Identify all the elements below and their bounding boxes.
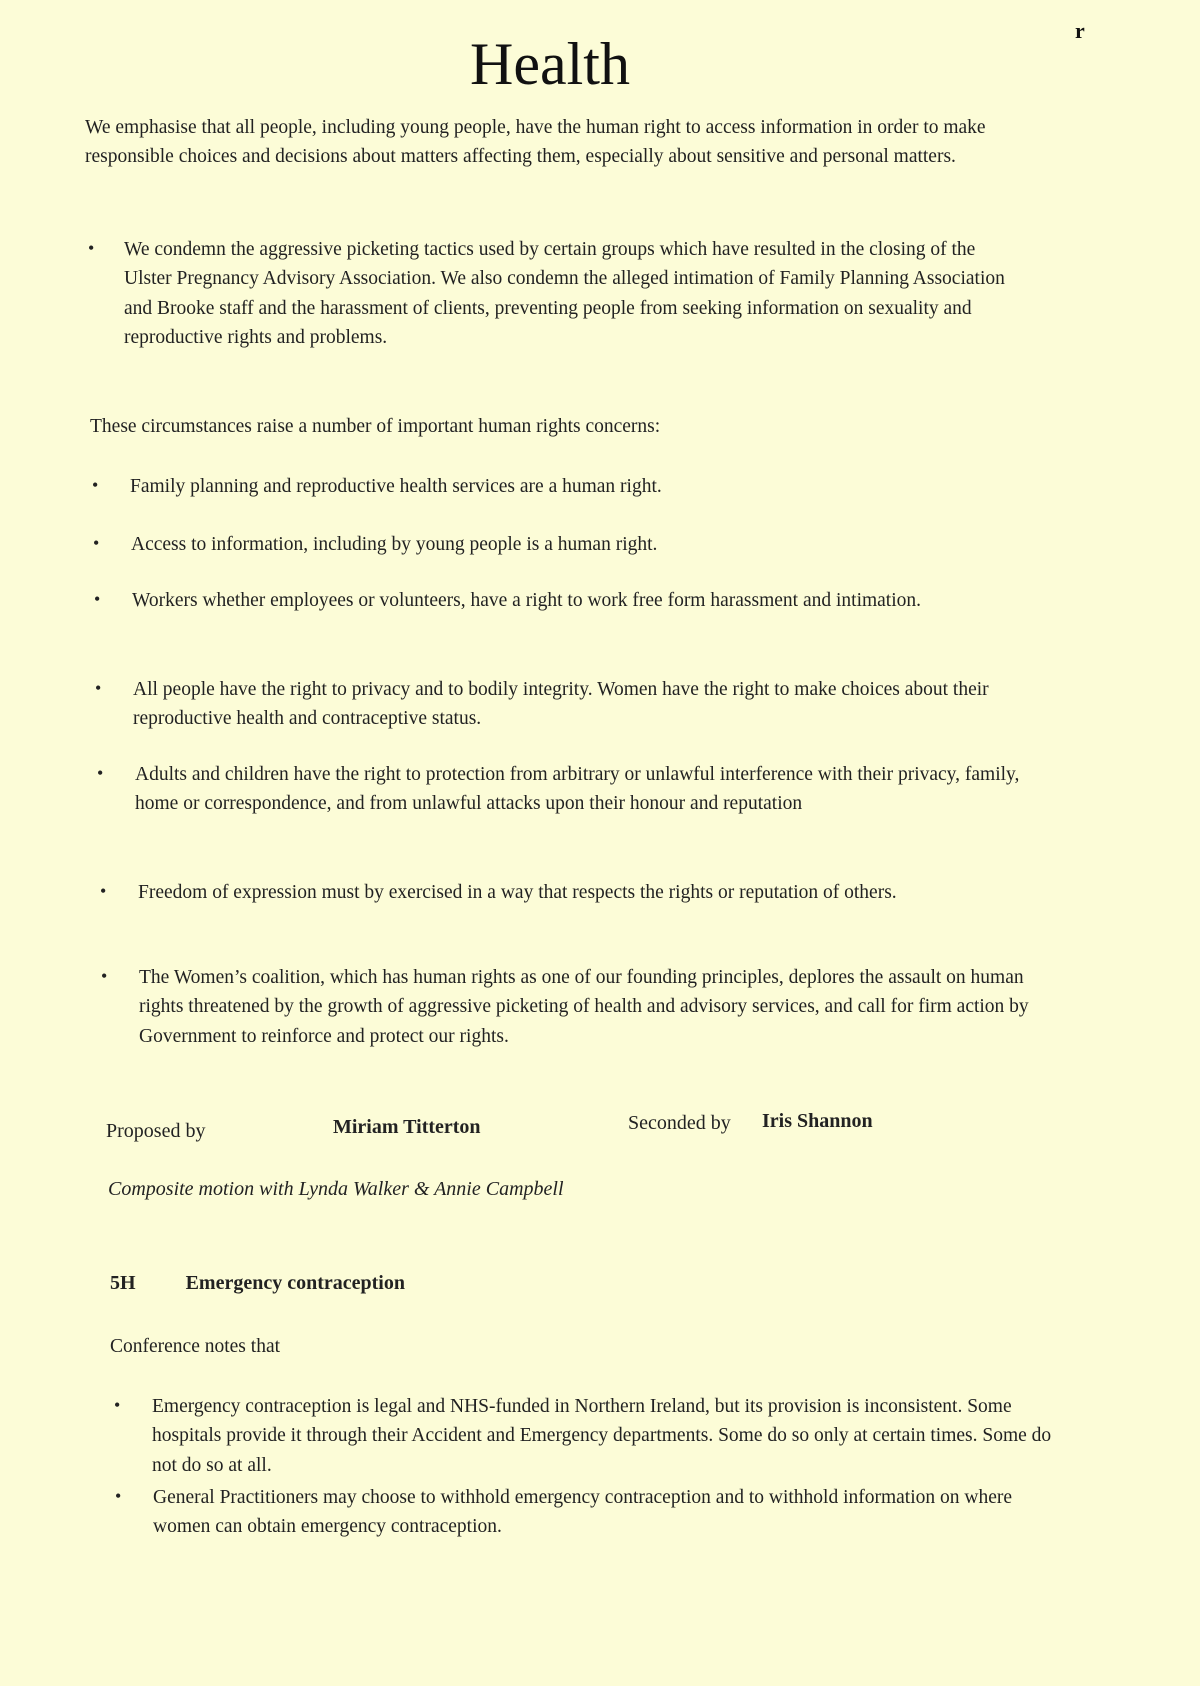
- bullet-icon: •: [92, 475, 99, 495]
- concern-text: All people have the right to privacy and to bodily integrity. Women have the right to make choices about their reproductive health and contraceptive status.: [133, 679, 989, 730]
- section-title: Emergency contraception: [185, 1272, 405, 1294]
- bullet-icon: •: [95, 678, 102, 698]
- bullet-icon: •: [94, 589, 101, 609]
- seconded-label: Seconded by: [628, 1112, 731, 1134]
- seconder-name: Iris Shannon: [762, 1110, 873, 1132]
- bullet-icon: •: [100, 881, 107, 901]
- bullet-icon: •: [114, 1395, 121, 1415]
- conference-notes-intro: Conference notes that: [110, 1336, 281, 1357]
- concern-text: Adults and children have the right to protection from arbitrary or unlawful interference with their privacy, family, home or correspondence, and from unlawful attacks upon their honour and reputation: [135, 764, 1020, 815]
- page-title: Health: [470, 31, 630, 97]
- condemn-bullet-text: We condemn the aggressive picketing tactics used by certain groups which have resulted in the closing of the Ulster Pregnancy Advisory Association. We also condemn the alleged intimation of Family Planning Association and Brooke staff and the harassment of clients, preventing people from seeking information on sexuality and reproductive rights and problems.: [124, 239, 1005, 348]
- concern-text: Freedom of expression must by exercised in a way that respects the rights or reputation of others.: [138, 882, 897, 903]
- concern-text: Family planning and reproductive health services are a human right.: [130, 476, 662, 497]
- bullet-icon: •: [93, 533, 100, 553]
- bullet-icon: •: [101, 966, 108, 986]
- concerns-intro: These circumstances raise a number of important human rights concerns:: [90, 416, 661, 437]
- note-text: General Practitioners may choose to withhold emergency contraception and to withhold information on where women can obtain emergency contraception.: [153, 1487, 1013, 1538]
- proposed-label: Proposed by: [106, 1120, 206, 1142]
- note-text: Emergency contraception is legal and NHS-funded in Northern Ireland, but its provision is inconsistent. Some hospitals provide it through their Accident and Emergency departments. Some do so only at certain times. Some do not do so at all.: [152, 1396, 1052, 1476]
- bullet-icon: •: [88, 238, 95, 258]
- bullet-icon: •: [115, 1486, 122, 1506]
- concern-text: Access to information, including by young people is a human right.: [131, 534, 658, 555]
- intro-paragraph: We emphasise that all people, including young people, have the human right to access information in order to make responsible choices and decisions about matters affecting them, especially about sensitive and personal matters.: [85, 117, 986, 168]
- bullet-icon: •: [97, 763, 104, 783]
- corner-mark: r: [1075, 18, 1085, 43]
- concern-text: Workers whether employees or volunteers, have a right to work free form harassment and intimation.: [132, 590, 922, 611]
- proposer-name: Miriam Titterton: [333, 1116, 481, 1138]
- concern-text: The Women’s coalition, which has human rights as one of our founding principles, deplores the assault on human rights threatened by the growth of aggressive picketing of health and advisory services, and call for firm action by Government to reinforce and protect our rights.: [139, 967, 1029, 1047]
- section-number: 5H: [110, 1272, 136, 1294]
- composite-motion-note: Composite motion with Lynda Walker & Annie Campbell: [108, 1178, 564, 1200]
- section-heading: [110, 1272, 405, 1295]
